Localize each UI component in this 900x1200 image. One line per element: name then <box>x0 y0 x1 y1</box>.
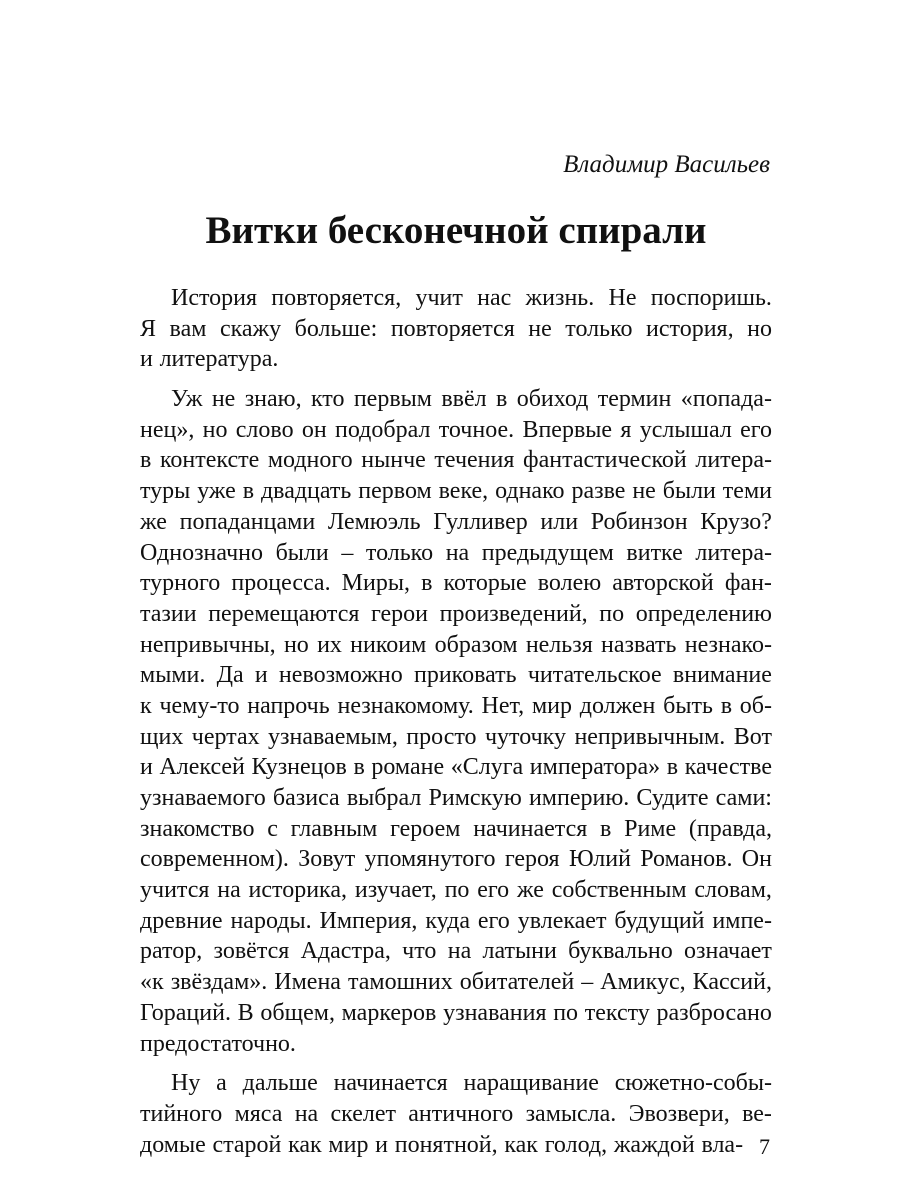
text-line: тазии перемещаются герои произведений, по определению <box>140 600 772 627</box>
text-line: Однозначно были – только на предыдущем витке литера- <box>140 539 772 566</box>
text-line: Гораций. В общем, маркеров узнавания по тексту разбросано <box>140 999 772 1026</box>
text-line: в контексте модного нынче течения фантастической литера- <box>140 447 772 474</box>
author-name: Владимир Васильев <box>563 151 770 178</box>
text-line: узнаваемого базиса выбрал Римскую империю. Судите сами: <box>140 785 772 811</box>
page-number: 7 <box>759 1134 770 1159</box>
text-line: «к звёздам». Имена тамошних обитателей – Амикус, Кассий, <box>140 969 772 996</box>
paragraph <box>140 1068 772 1160</box>
body-text <box>140 283 772 1160</box>
text-line: домые старой как мир и понятной, как голод, жаждой вла- <box>140 1131 744 1158</box>
chapter-title: Витки бесконечной спирали <box>205 209 707 252</box>
text-line: к чему-то напрочь незнакомому. Нет, мир должен быть в об- <box>140 692 772 719</box>
text-line: Ну а дальше начинается наращивание сюжетно-собы- <box>171 1070 772 1097</box>
text-line: турного процесса. Миры, в которые волею авторской фан- <box>140 570 772 597</box>
text-line: древние народы. Империя, куда его увлекает будущий импе- <box>140 907 772 934</box>
text-line: непривычны, но их никоим образом нельзя назвать незнако- <box>140 631 772 658</box>
text-line: тийного мяса на скелет античного замысла. Эвозвери, ве- <box>140 1100 772 1127</box>
text-line: и Алексей Кузнецов в романе «Слуга императора» в качестве <box>140 754 772 781</box>
text-line: щих чертах узнаваемым, просто чуточку непривычным. Вот <box>140 723 772 750</box>
paragraph <box>140 283 772 375</box>
text-line: История повторяется, учит нас жизнь. Не поспоришь. <box>171 285 772 311</box>
text-line: учится на историка, изучает, по его же собственным словам, <box>140 877 772 904</box>
text-line: Уж не знаю, кто первым ввёл в обиход термин «попада- <box>171 386 772 413</box>
text-line: и литература. <box>140 346 279 373</box>
paragraph <box>140 384 772 1059</box>
text-line: современном). Зовут упомянутого героя Юлий Романов. Он <box>140 846 772 873</box>
text-line: же попаданцами Лемюэль Гулливер или Робинзон Крузо? <box>140 508 772 535</box>
text-line: знакомство с главным героем начинается в Риме (правда, <box>140 815 772 842</box>
text-line: предостаточно. <box>140 1030 296 1057</box>
text-line: нец», но слово он подобрал точное. Впервые я услышал его <box>140 416 772 443</box>
text-line: мыми. Да и невозможно приковать читательское внимание <box>140 662 772 689</box>
text-line: Я вам скажу больше: повторяется не только история, но <box>140 315 772 342</box>
text-line: туры уже в двадцать первом веке, однако разве не были теми <box>140 478 772 505</box>
text-line: ратор, зовётся Адастра, что на латыни буквально означает <box>140 938 772 965</box>
